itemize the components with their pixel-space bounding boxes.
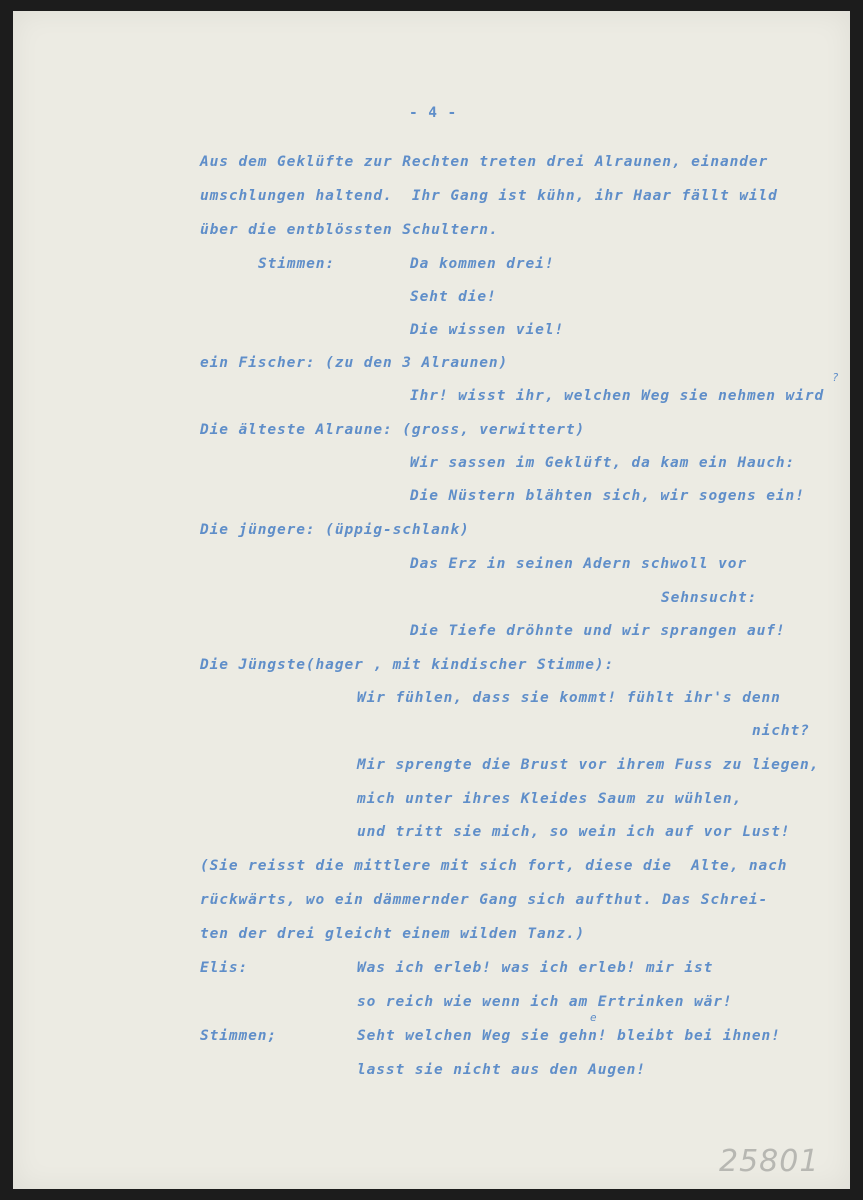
page-number: - 4 -: [409, 105, 458, 121]
speech-line: mich unter ihres Kleides Saum zu wühlen,: [357, 791, 743, 807]
speech-line: Sehnsucht:: [661, 590, 758, 606]
speech-line: Seht welchen Weg sie gehn! bleibt bei ihnen!: [357, 1028, 781, 1044]
stage-direction-line-2: umschlungen haltend. Ihr Gang ist kühn, ihr Haar fällt wild: [200, 188, 778, 204]
speech-line: Die Nüstern blähten sich, wir sogens ein!: [410, 488, 805, 504]
handwritten-correction: ?: [832, 371, 840, 384]
stage-direction-line-3: über die entblössten Schultern.: [200, 222, 499, 238]
handwritten-correction: e: [590, 1011, 598, 1024]
archive-number: 25801: [719, 1144, 820, 1179]
speaker-aelteste-alraune: Die älteste Alraune: (gross, verwittert): [200, 422, 586, 438]
speech-line: nicht?: [752, 723, 810, 739]
speaker-stimmen: Stimmen;: [200, 1028, 278, 1044]
speaker-juengere: Die jüngere: (üppig-schlank): [200, 522, 470, 538]
speech-line: und tritt sie mich, so wein ich auf vor Lust!: [357, 824, 791, 840]
stage-direction-line-1: Aus dem Geklüfte zur Rechten treten drei Alraunen, einander: [200, 154, 769, 170]
speaker-elis: Elis:: [200, 960, 249, 976]
speech-line: Wir fühlen, dass sie kommt! fühlt ihr's denn: [357, 690, 781, 706]
stage-direction-line: (Sie reisst die mittlere mit sich fort, diese die Alte, nach: [200, 858, 788, 874]
speech-line: Seht die!: [410, 289, 497, 305]
speech-line: Die wissen viel!: [410, 322, 565, 338]
typescript-page: [13, 11, 850, 1189]
speaker-stimmen: Stimmen:: [258, 256, 336, 272]
speech-line: lasst sie nicht aus den Augen!: [357, 1062, 646, 1078]
stage-direction-line: ten der drei gleicht einem wilden Tanz.): [200, 926, 586, 942]
speech-line: so reich wie wenn ich am Ertrinken wär!: [357, 994, 733, 1010]
speech-line: Ihr! wisst ihr, welchen Weg sie nehmen wird: [410, 388, 825, 404]
speech-line: Die Tiefe dröhnte und wir sprangen auf!: [410, 623, 786, 639]
speech-line: Das Erz in seinen Adern schwoll vor: [410, 556, 748, 572]
speech-line: Was ich erleb! was ich erleb! mir ist: [357, 960, 714, 976]
speech-line: Wir sassen im Geklüft, da kam ein Hauch:: [410, 455, 796, 471]
speech-line: Da kommen drei!: [410, 256, 555, 272]
speech-line: Mir sprengte die Brust vor ihrem Fuss zu liegen,: [357, 757, 820, 773]
speaker-fischer: ein Fischer: (zu den 3 Alraunen): [200, 355, 509, 371]
stage-direction-line: rückwärts, wo ein dämmernder Gang sich aufthut. Das Schrei-: [200, 892, 769, 908]
speaker-juengste: Die Jüngste(hager , mit kindischer Stimme):: [200, 657, 615, 673]
